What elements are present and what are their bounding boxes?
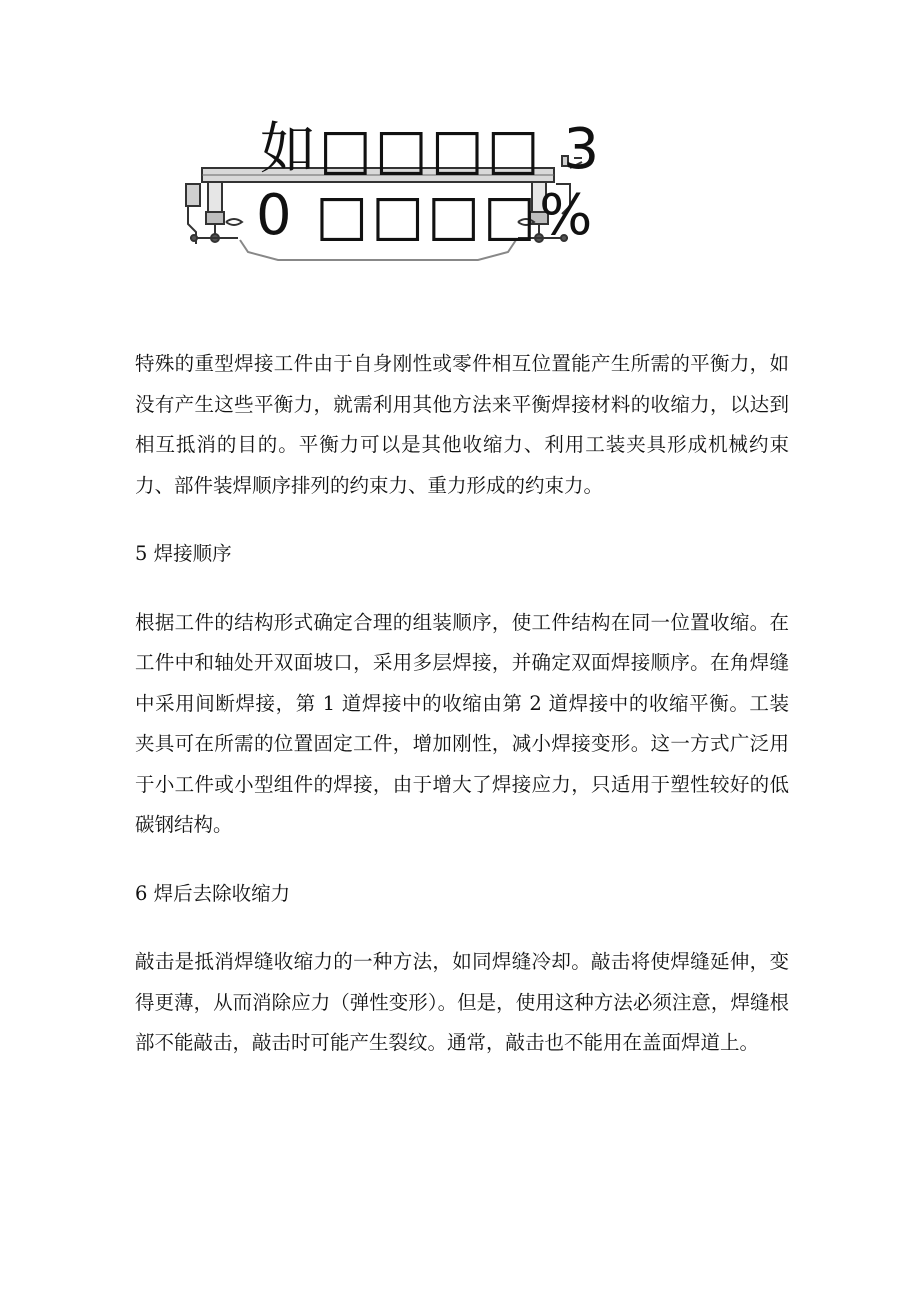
paragraph-welding-sequence: 根据工件的结构形式确定合理的组装顺序，使工件结构在同一位置收缩。在工件中和轴处开双面坡口，采用多层焊接，并确定双面焊接顺序。在角焊缝中采用间断焊接，第 1 道焊接中的收缩由第 2 道焊接中的收缩平衡。工装夹具可在所需的位置固定工件，增加刚性，减小焊接变形。这一方式广泛用于小工件或小型组件的焊接，由于增大了焊接应力，只适用于塑性较好的低碳钢结构。 (135, 610, 789, 836)
section-heading-post-weld: 6 焊后去除收缩力 (135, 881, 291, 905)
overlay-text-line-2: 0 □□□□% (256, 183, 596, 248)
paragraph-peening: 敲击是抵消焊缝收缩力的一种方法，如同焊缝冷却。敲击将使焊缝延伸，变得更薄，从而消除应力（弹性变形）。但是，使用这种方法必须注意，焊缝根部不能敲击，敲击时可能产生裂纹。通常，敲击也不能用在盖面焊道上。 (135, 950, 789, 1054)
document-body (135, 344, 789, 1064)
paragraph-balance-force: 特殊的重型焊接工件由于自身刚性或零件相互位置能产生所需的平衡力，如没有产生这些平衡力，就需利用其他方法来平衡焊接材料的收缩力，以达到相互抵消的目的。平衡力可以是其他收缩力、利用工装夹具形成机械约束力、部件装焊顺序排列的约束力、重力形成的约束力。 (135, 352, 789, 497)
fixture-figure (178, 112, 603, 282)
section-heading-welding-sequence: 5 焊接顺序 (135, 542, 232, 565)
overlay-text-line-1: 如□□□□ 3 (260, 117, 603, 182)
